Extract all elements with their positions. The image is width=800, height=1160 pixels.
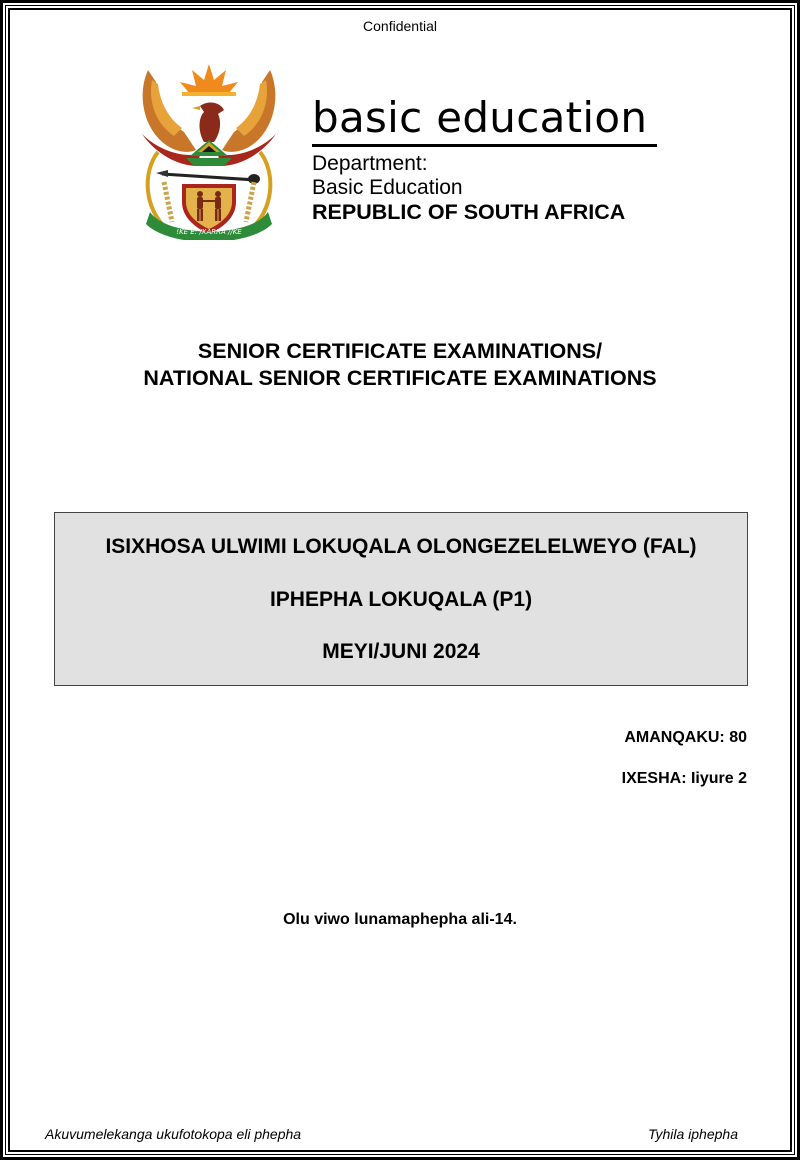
footer-copy-notice: Akuvumelekanga ukufotokopa eli phepha (45, 1126, 302, 1142)
department-wordmark: basic education (312, 93, 648, 142)
subject-name: ISIXHOSA ULWIMI LOKUQALA OLONGEZELELWEYO (FAL) (105, 535, 697, 558)
exam-title (0, 338, 800, 392)
department-line-2: Basic Education (312, 176, 463, 199)
exam-title-line-2: NATIONAL SENIOR CERTIFICATE EXAMINATIONS (143, 366, 657, 390)
subject-box (54, 512, 748, 686)
paper-number: IPHEPHA LOKUQALA (P1) (269, 588, 533, 611)
department-line-1: Department: (312, 152, 428, 175)
exam-title-line-1: SENIOR CERTIFICATE EXAMINATIONS/ (197, 339, 603, 363)
coat-of-arms-icon (138, 62, 280, 240)
page-count-note: Olu viwo lunamaphepha ali-14. (283, 911, 517, 928)
exam-session: MEYI/JUNI 2024 (322, 640, 480, 663)
wordmark-underline (312, 144, 657, 147)
department-block (312, 92, 662, 224)
logo-motto: !KE E: /XARRA //KE (176, 228, 242, 236)
confidential-label: Confidential (363, 18, 437, 34)
department-line-3: REPUBLIC OF SOUTH AFRICA (312, 200, 626, 224)
total-marks: AMANQAKU: 80 (624, 729, 747, 746)
footer-turn-page: Tyhila iphepha (647, 1126, 738, 1142)
exam-duration: IXESHA: Iiyure 2 (621, 770, 747, 787)
